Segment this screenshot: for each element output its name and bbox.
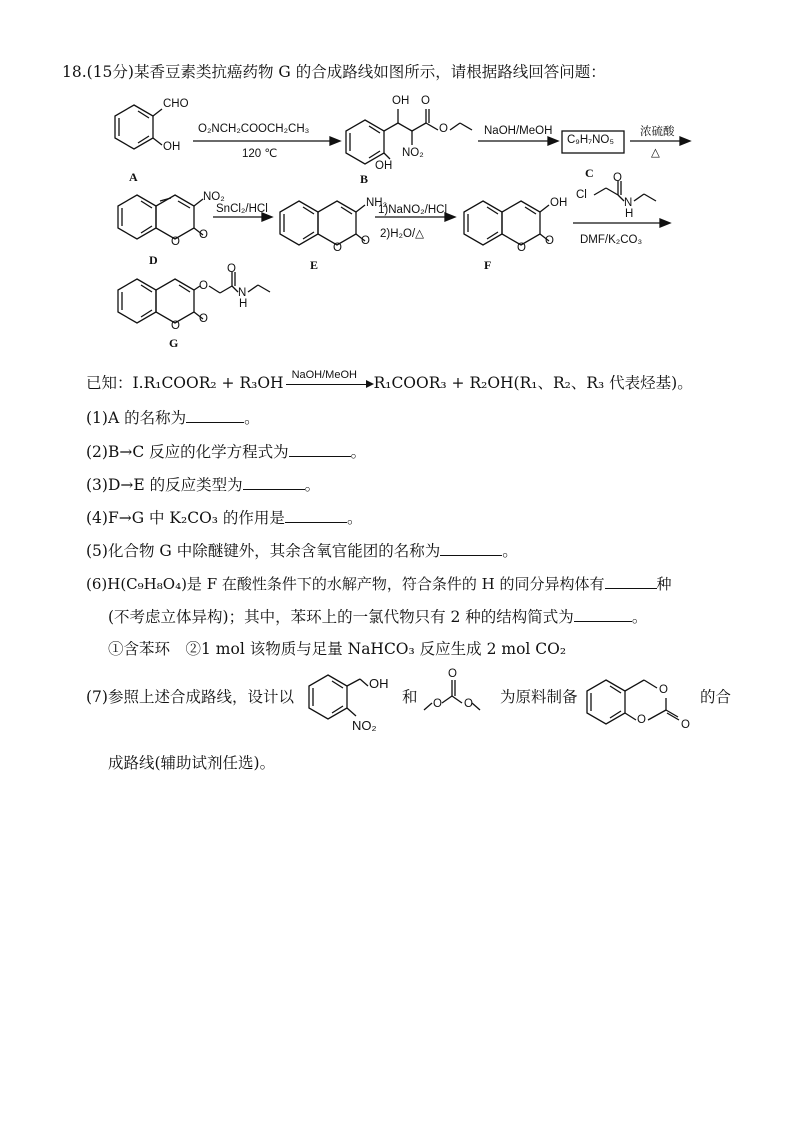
condition-label: 120 ℃: [242, 148, 278, 160]
reagent-label: DMF/K₂CO₃: [580, 234, 643, 246]
question-5-text: (5)化合物 G 中除醚键外，其余含氧官能团的名称为: [86, 542, 441, 560]
nitrobenzyl-alcohol-structure: [309, 675, 368, 719]
question-6b: [108, 606, 647, 627]
known-arrow: [284, 369, 374, 391]
question-1-text: (1)A 的名称为: [86, 409, 187, 427]
condition-label: △: [651, 147, 660, 159]
atom-label: H: [239, 298, 248, 310]
atom-label: O: [333, 242, 342, 254]
question-5: [86, 540, 518, 561]
atom-label: O: [171, 320, 180, 332]
atom-label: NO₂: [203, 191, 225, 203]
known-prefix: 已知：Ⅰ.: [86, 374, 144, 392]
period: 。: [346, 509, 363, 527]
compound-c-formula: C₉H₇NO₅: [567, 134, 615, 146]
compound-e-structure: [280, 201, 365, 245]
answer-blank-6a[interactable]: [605, 573, 657, 589]
reagent-label: 1)NaNO₂/HCl: [378, 204, 447, 216]
atom-label: O: [433, 698, 442, 710]
answer-blank-6b[interactable]: [574, 606, 632, 622]
atom-label: O: [361, 235, 370, 247]
reagent-label: 浓硫酸: [640, 126, 675, 138]
atom-label: O: [681, 719, 690, 731]
question-6a-text: (6)H(C₉H₈O₄)是 F 在酸性条件下的水解产物，符合条件的 H 的同分异构体有: [86, 575, 605, 593]
atom-label: O: [421, 95, 430, 107]
atom-label: Cl: [576, 189, 587, 201]
period: 。: [244, 409, 260, 427]
question-6b-text: (不考虑立体异构)；其中，苯环上的一氯代物只有 2 种的结构简式为: [108, 608, 574, 626]
question-6a-end: 种: [656, 575, 672, 593]
question-2: [86, 441, 366, 462]
answer-blank-2[interactable]: [289, 441, 351, 457]
atom-label: OH: [550, 197, 568, 209]
atom-label: O: [199, 313, 208, 325]
compound-a-structure: [115, 105, 162, 149]
atom-label: NH₂: [366, 197, 388, 209]
atom-label: NO₂: [402, 147, 424, 159]
atom-label: O: [659, 684, 668, 696]
reagent-label: NaOH/MeOH: [484, 125, 553, 137]
atom-label: OH: [163, 141, 181, 153]
atom-label: O: [199, 280, 208, 292]
known-reactants: R₁COOR₂ + R₃OH: [143, 374, 284, 392]
answer-blank-1[interactable]: [186, 407, 244, 423]
question-2-text: (2)B→C 反应的化学方程式为: [86, 443, 289, 461]
question-7a-start: (7)参照上述合成路线，设计以: [86, 688, 294, 706]
atom-label: O: [545, 235, 554, 247]
compound-c-label: C: [585, 166, 594, 180]
compound-f-label: F: [484, 258, 492, 272]
answer-blank-5[interactable]: [440, 540, 502, 556]
reagent-label: O₂NCH₂COOCH₂CH₃: [198, 123, 310, 135]
atom-label: H: [625, 208, 634, 220]
atom-label: O: [448, 668, 457, 680]
compound-f-structure: [464, 201, 549, 245]
compound-d-structure: [118, 195, 203, 239]
atom-label: CHO: [163, 98, 189, 110]
atom-label: OH: [375, 160, 393, 172]
answer-blank-3[interactable]: [243, 474, 305, 490]
question-3-text: (3)D→E 的反应类型为: [86, 476, 243, 494]
reagent-label: SnCl₂/HCl: [216, 203, 268, 215]
answer-blank-4[interactable]: [285, 507, 347, 523]
atom-label: O: [227, 263, 236, 275]
atom-label: NO₂: [352, 718, 377, 733]
atom-label: N: [238, 287, 247, 299]
question-4-text: (4)F→G 中 K₂CO₃ 的作用是: [86, 509, 285, 527]
question-7-structures: [0, 660, 800, 750]
atom-label: O: [637, 714, 646, 726]
question-1: [86, 407, 260, 428]
known-products: R₁COOR₃ + R₂OH(R₁、R₂、R₃ 代表烃基)。: [373, 374, 693, 392]
atom-label: O: [517, 242, 526, 254]
question-6a: [86, 573, 672, 594]
question-7a-mid: 为原料制备: [500, 688, 578, 706]
period: 。: [350, 443, 367, 461]
question-7b: 成路线(辅助试剂任选)。: [108, 754, 276, 772]
period: 。: [502, 542, 518, 560]
atom-label: O: [171, 236, 180, 248]
atom-label: O: [464, 698, 473, 710]
condition-label: 2)H₂O/△: [380, 228, 424, 240]
question-header: 18.(15分)某香豆素类抗癌药物 G 的合成路线如图所示，请根据路线回答问题：: [62, 63, 606, 81]
atom-label: O: [439, 123, 448, 135]
question-3: [86, 474, 320, 495]
compound-e-label: E: [310, 258, 319, 272]
question-6-conditions: ①含苯环 ②1 mol 该物质与足量 NaHCO₃ 反应生成 2 mol CO₂: [108, 640, 567, 658]
period: 。: [304, 476, 321, 494]
atom-label: O: [613, 172, 622, 184]
compound-b-label: B: [360, 172, 369, 186]
atom-label: OH: [369, 676, 389, 691]
known-condition: NaOH/MeOH: [291, 369, 357, 381]
compound-a-label: A: [129, 170, 138, 184]
known-reaction: [86, 369, 693, 393]
question-4: [86, 507, 362, 528]
question-7a-end: 的合: [700, 688, 732, 706]
compound-g-label: G: [169, 336, 179, 350]
question-7a-and: 和: [402, 688, 418, 706]
atom-label: OH: [392, 95, 410, 107]
period: 。: [631, 608, 648, 626]
atom-label: N: [624, 197, 633, 209]
compound-d-label: D: [149, 253, 158, 267]
atom-label: O: [199, 229, 208, 241]
